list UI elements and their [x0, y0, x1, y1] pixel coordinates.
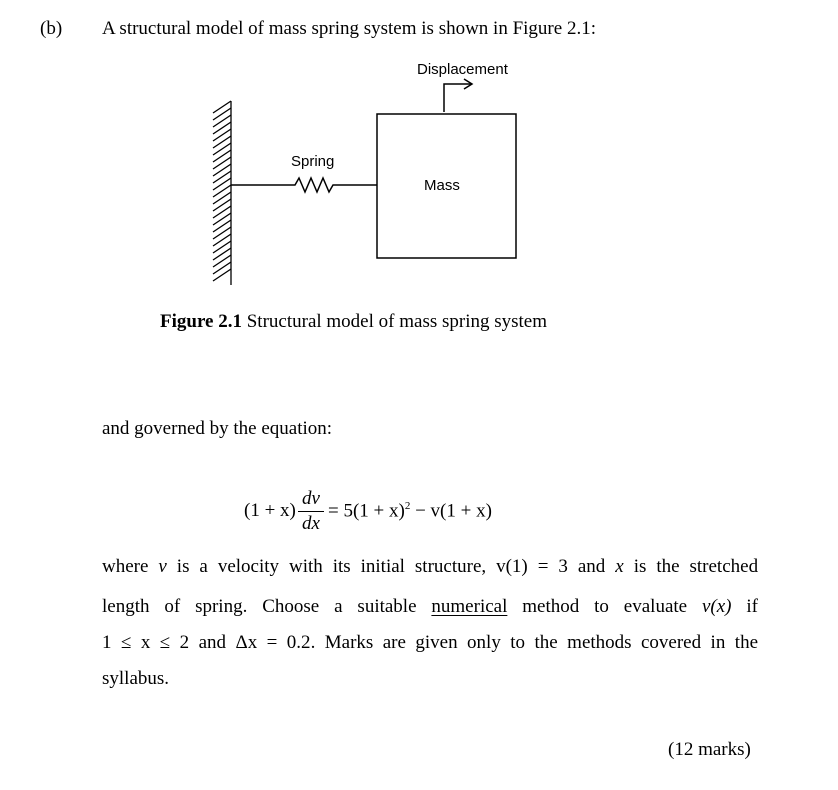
- paragraph-line-3: 1 ≤ x ≤ 2 and Δx = 0.2. Marks are given only to the methods covered in the: [102, 632, 758, 653]
- paragraph-line-4: syllabus.: [102, 668, 170, 689]
- paragraph-line-1: where v is a velocity with its initial structure, v(1) = 3 and x is the stretched: [102, 556, 759, 577]
- equation-lhs: (1 + x): [244, 500, 296, 521]
- marks-label: (12 marks): [668, 739, 751, 760]
- wall: [213, 101, 231, 285]
- displacement-arrow: [444, 79, 472, 112]
- mass-spring-diagram: [0, 0, 838, 300]
- fraction-bar: [298, 511, 324, 512]
- figure-caption: [160, 311, 547, 333]
- mass-label: Mass: [424, 177, 460, 194]
- displacement-label: Displacement: [417, 61, 508, 78]
- spring: [231, 178, 377, 192]
- equation-rhs-b: − v(1 + x): [415, 500, 492, 522]
- paragraph-line-2: length of spring. Choose a suitable numerical method to evaluate v(x) if: [102, 596, 759, 617]
- figure-caption-text: Structural model of mass spring system: [246, 311, 548, 332]
- equation-denominator: dx: [302, 513, 320, 534]
- equation-rhs-a: = 5(1 + x): [328, 500, 405, 522]
- underlined-word: numerical: [431, 596, 508, 617]
- figure-caption-number: Figure 2.1: [160, 311, 242, 332]
- question-intro: A structural model of mass spring system is shown in Figure 2.1:: [102, 18, 596, 39]
- question-label: (b): [40, 18, 63, 39]
- governed-text: and governed by the equation:: [102, 418, 333, 439]
- equation-exponent: 2: [404, 500, 411, 512]
- spring-label: Spring: [291, 153, 335, 170]
- equation-numerator: dv: [302, 488, 320, 509]
- equation-rhs: [328, 500, 492, 522]
